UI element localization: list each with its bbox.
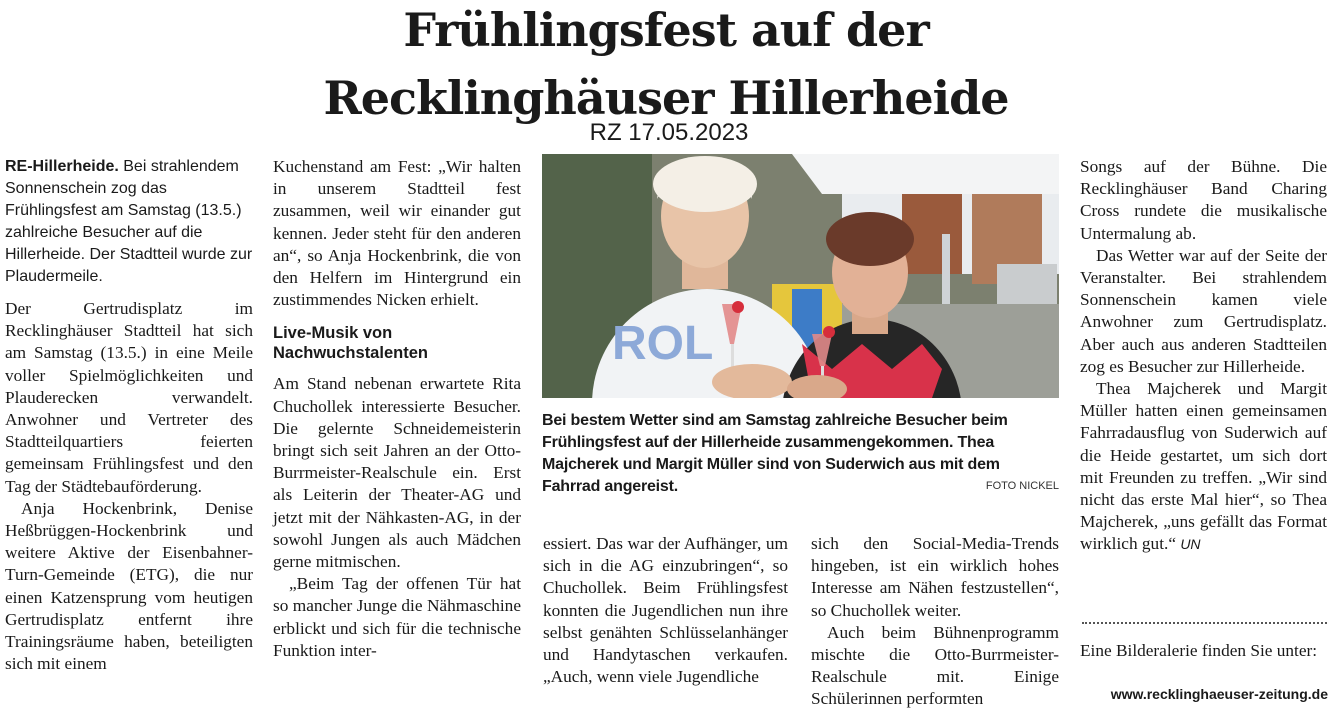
column-4	[811, 533, 1059, 711]
article-photo	[542, 154, 1059, 398]
photo-credit: FOTO NICKEL	[985, 480, 1059, 492]
column-5	[1080, 156, 1327, 556]
column-3	[543, 533, 788, 688]
lead-place: RE-Hillerheide.	[5, 158, 119, 175]
lead-text: Bei strahlendem Sonnenschein zog das Frühlingsfest am Samstag (13.5.) zahlreiche Besucher auf die Hillerheide. Der Stadtteil wurde zur Plaudermeile.	[5, 158, 253, 285]
author-initials: UN	[1180, 536, 1201, 553]
shirt-print: ROL	[612, 317, 714, 370]
gallery-note: Eine Bilderalerie finden Sie unter:	[1080, 641, 1318, 660]
body-paragraph-1: Der Gertrudisplatz im Recklinghäuser Stadtteil hat sich am Samstag (13.5.) in eine Meile voller Spielmöglichkeiten und Plauderecken verwandelt. Anwohner und Vertreter des Stadtteilquartiers feierten gemeinsam Frühlingsfest und den Tag der Städtebauförderung.	[5, 299, 253, 496]
headline-line-1: Frühlingsfest auf der	[403, 3, 929, 57]
body-paragraph-6: essiert. Das war der Aufhänger, um sich in die AG einzubringen“, so Chuchollek. Beim Frühlingsfest konnten die Jugendlichen nun ihre selbst genähten Schlüsselanhänger und Handytaschen verkaufen. „Auch, wenn viele Jugendliche	[543, 534, 788, 687]
website-link[interactable]: www.recklinghaeuser-zeitung.de	[1110, 686, 1328, 702]
body-paragraph-10: Das Wetter war auf der Seite der Veranstalter. Bei strahlendem Sonnenschein kamen viele Anwohner zum Gertrudisplatz. Aber auch aus anderen Stadtteilen zog es Besucher zur Hillerheide.	[1080, 245, 1327, 376]
subheading: Live-Musik von Nachwuchstalenten	[273, 324, 428, 363]
body-paragraph-9: Songs auf der Bühne. Die Recklinghäuser Band Charing Cross rundete die musikalische Untermalung ab.	[1080, 157, 1327, 243]
photo-illustration	[542, 154, 1059, 398]
column-1	[5, 156, 253, 675]
body-paragraph-2: Anja Hockenbrink, Denise Heßbrüggen-Hockenbrink und weitere Aktive der Eisenbahner-Turn-Gemeinde (ETG), die nur einen Katzensprung vom heutigen Gertrudisplatz entfernt ihre Trainingsräume haben, beteiligten sich mit einem	[5, 498, 253, 674]
dateline: RZ 17.05.2023	[589, 119, 749, 146]
lead-paragraph	[5, 156, 253, 288]
body-paragraph-8: Auch beim Bühnenprogramm mischte die Otto-Burrmeister-Realschule mit. Einige Schülerinnen performten	[811, 622, 1059, 709]
photo-caption: Bei bestem Wetter sind am Samstag zahlreiche Besucher beim Frühlingsfest auf der Hillerheide zusammengekommen. Thea Majcherek und Margit Müller sind von Suderwich aus mit dem Fahrrad angereist.	[542, 412, 1008, 495]
body-paragraph-3: Kuchenstand am Fest: „Wir halten in unserem Stadtteil fest zusammen, weil wir einander gut kennen. Jeder steht für den anderen an“, so Anja Hockenbrink, die von den Helfern im Hintergrund ein zustimmendes Nicken erhielt.	[273, 157, 521, 310]
body-paragraph-11	[1080, 378, 1327, 556]
body-paragraph-5: „Beim Tag der offenen Tür hat so mancher Junge die Nähmaschine erblickt und sich für die technische Funktion inter-	[273, 574, 521, 660]
headline-line-2: Recklinghäuser Hillerheide	[323, 71, 1009, 125]
dotted-divider	[1082, 622, 1327, 624]
body-paragraph-7: sich den Social-Media-Trends hingeben, ist ein wirklich hohes Interesse am Nähen festzustellen“, so Chuchollek weiter.	[811, 534, 1059, 620]
column-2	[273, 156, 521, 662]
body-paragraph-11-text: Thea Majcherek und Margit Müller hatten einen gemeinsamen Fahrradausflug von Suderwich auf die Heide gestartet, um sich dort mit Freunden zu treffen. „Wir sind nicht das erste Mal hier“, so Thea Majcherek, „uns gefällt das Format wirklich gut.“	[1080, 379, 1327, 554]
body-paragraph-4: Am Stand nebenan erwartete Rita Chuchollek interessierte Besucher. Die gelernte Schneidemeisterin bringt sich seit Jahren an der Otto-Burrmeister-Realschule ein. Erst als Leiterin der Theater-AG und jetzt mit der Nähkasten-AG, in der sowohl Jungen als auch Mädchen gerne mitmischen.	[273, 374, 521, 572]
